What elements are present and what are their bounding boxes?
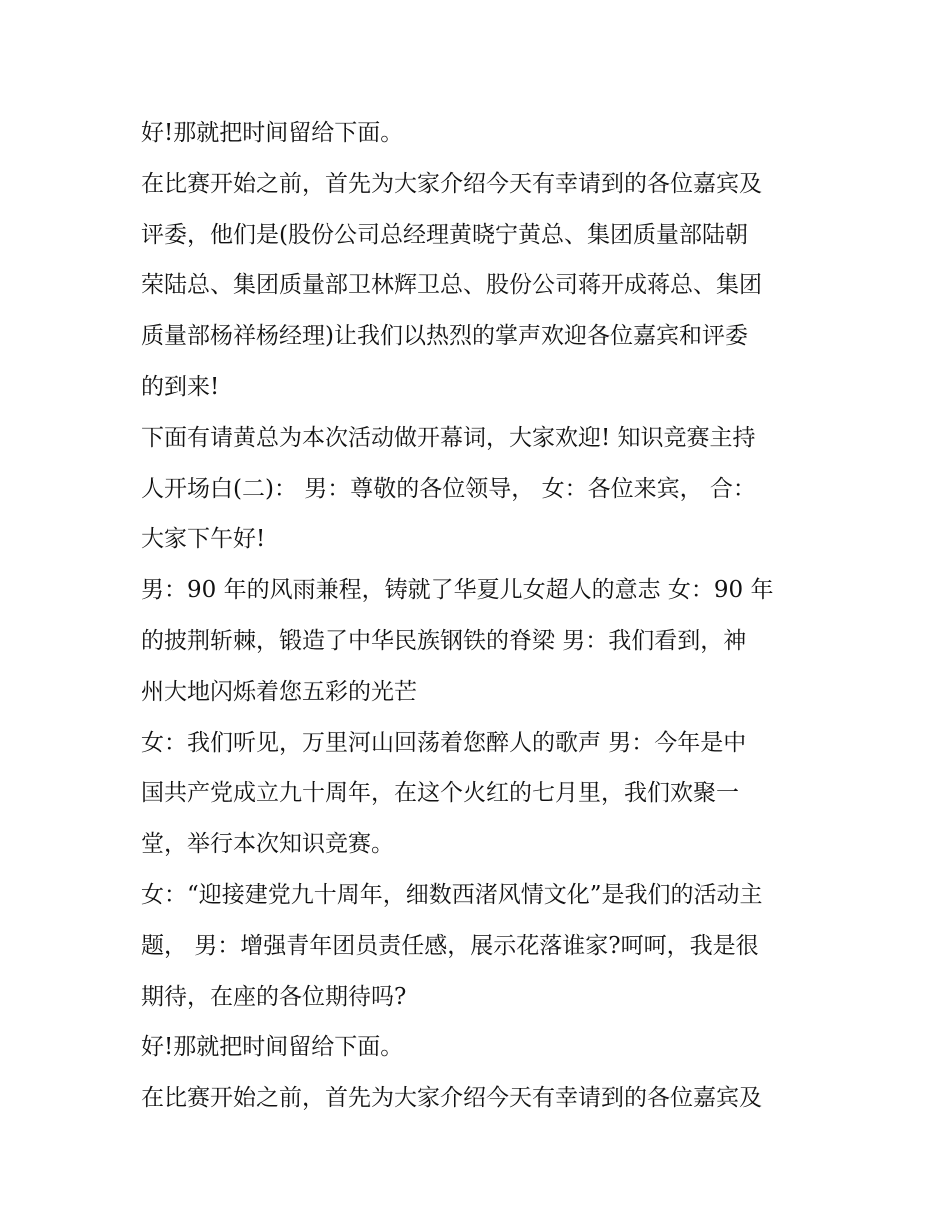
text-line-17: 题， 男：增强青年团员责任感，展示花落谁家?呵呵，我是很	[141, 932, 759, 959]
text-line-15: 堂，举行本次知识竞赛。	[141, 831, 394, 858]
text-line-20: 在比赛开始之前，首先为大家介绍今天有幸请到的各位嘉宾及	[141, 1085, 762, 1112]
text-line-9: 大家下午好!	[141, 526, 266, 553]
text-line-4: 荣陆总、集团质量部卫林辉卫总、股份公司蒋开成蒋总、集团	[141, 272, 762, 299]
text-line-3: 评委，他们是(股份公司总经理黄晓宁黄总、集团质量部陆朝	[141, 221, 748, 248]
text-line-2: 在比赛开始之前，首先为大家介绍今天有幸请到的各位嘉宾及	[141, 170, 762, 197]
text-line-19: 好!那就把时间留给下面。	[141, 1034, 404, 1061]
text-line-8: 人开场白(二)： 男：尊敬的各位领导， 女：各位来宾， 合：	[141, 475, 756, 502]
text-line-11: 的披荆斩棘，锻造了中华民族钢铁的脊梁 男：我们看到，神	[141, 627, 747, 654]
document-body	[141, 108, 821, 1124]
text-line-7: 下面有请黄总为本次活动做开幕词，大家欢迎! 知识竞赛主持	[141, 424, 756, 451]
text-line-10: 男：90 年的风雨兼程，铸就了华夏儿女超人的意志 女：90 年	[141, 577, 774, 604]
text-line-14: 国共产党成立九十周年，在这个火红的七月里，我们欢聚一	[141, 780, 739, 807]
text-line-18: 期待，在座的各位期待吗?	[141, 983, 407, 1010]
text-line-1: 好!那就把时间留给下面。	[141, 120, 404, 146]
text-line-6: 的到来!	[141, 373, 220, 400]
text-line-16: 女：“迎接建党九十周年，细数西渚风情文化”是我们的活动主	[141, 881, 763, 908]
text-line-5: 质量部杨祥杨经理)让我们以热烈的掌声欢迎各位嘉宾和评委	[141, 323, 748, 350]
text-line-13: 女：我们听见，万里河山回荡着您醉人的歌声 男：今年是中	[141, 729, 747, 756]
text-line-12: 州大地闪烁着您五彩的光芒	[141, 678, 417, 705]
